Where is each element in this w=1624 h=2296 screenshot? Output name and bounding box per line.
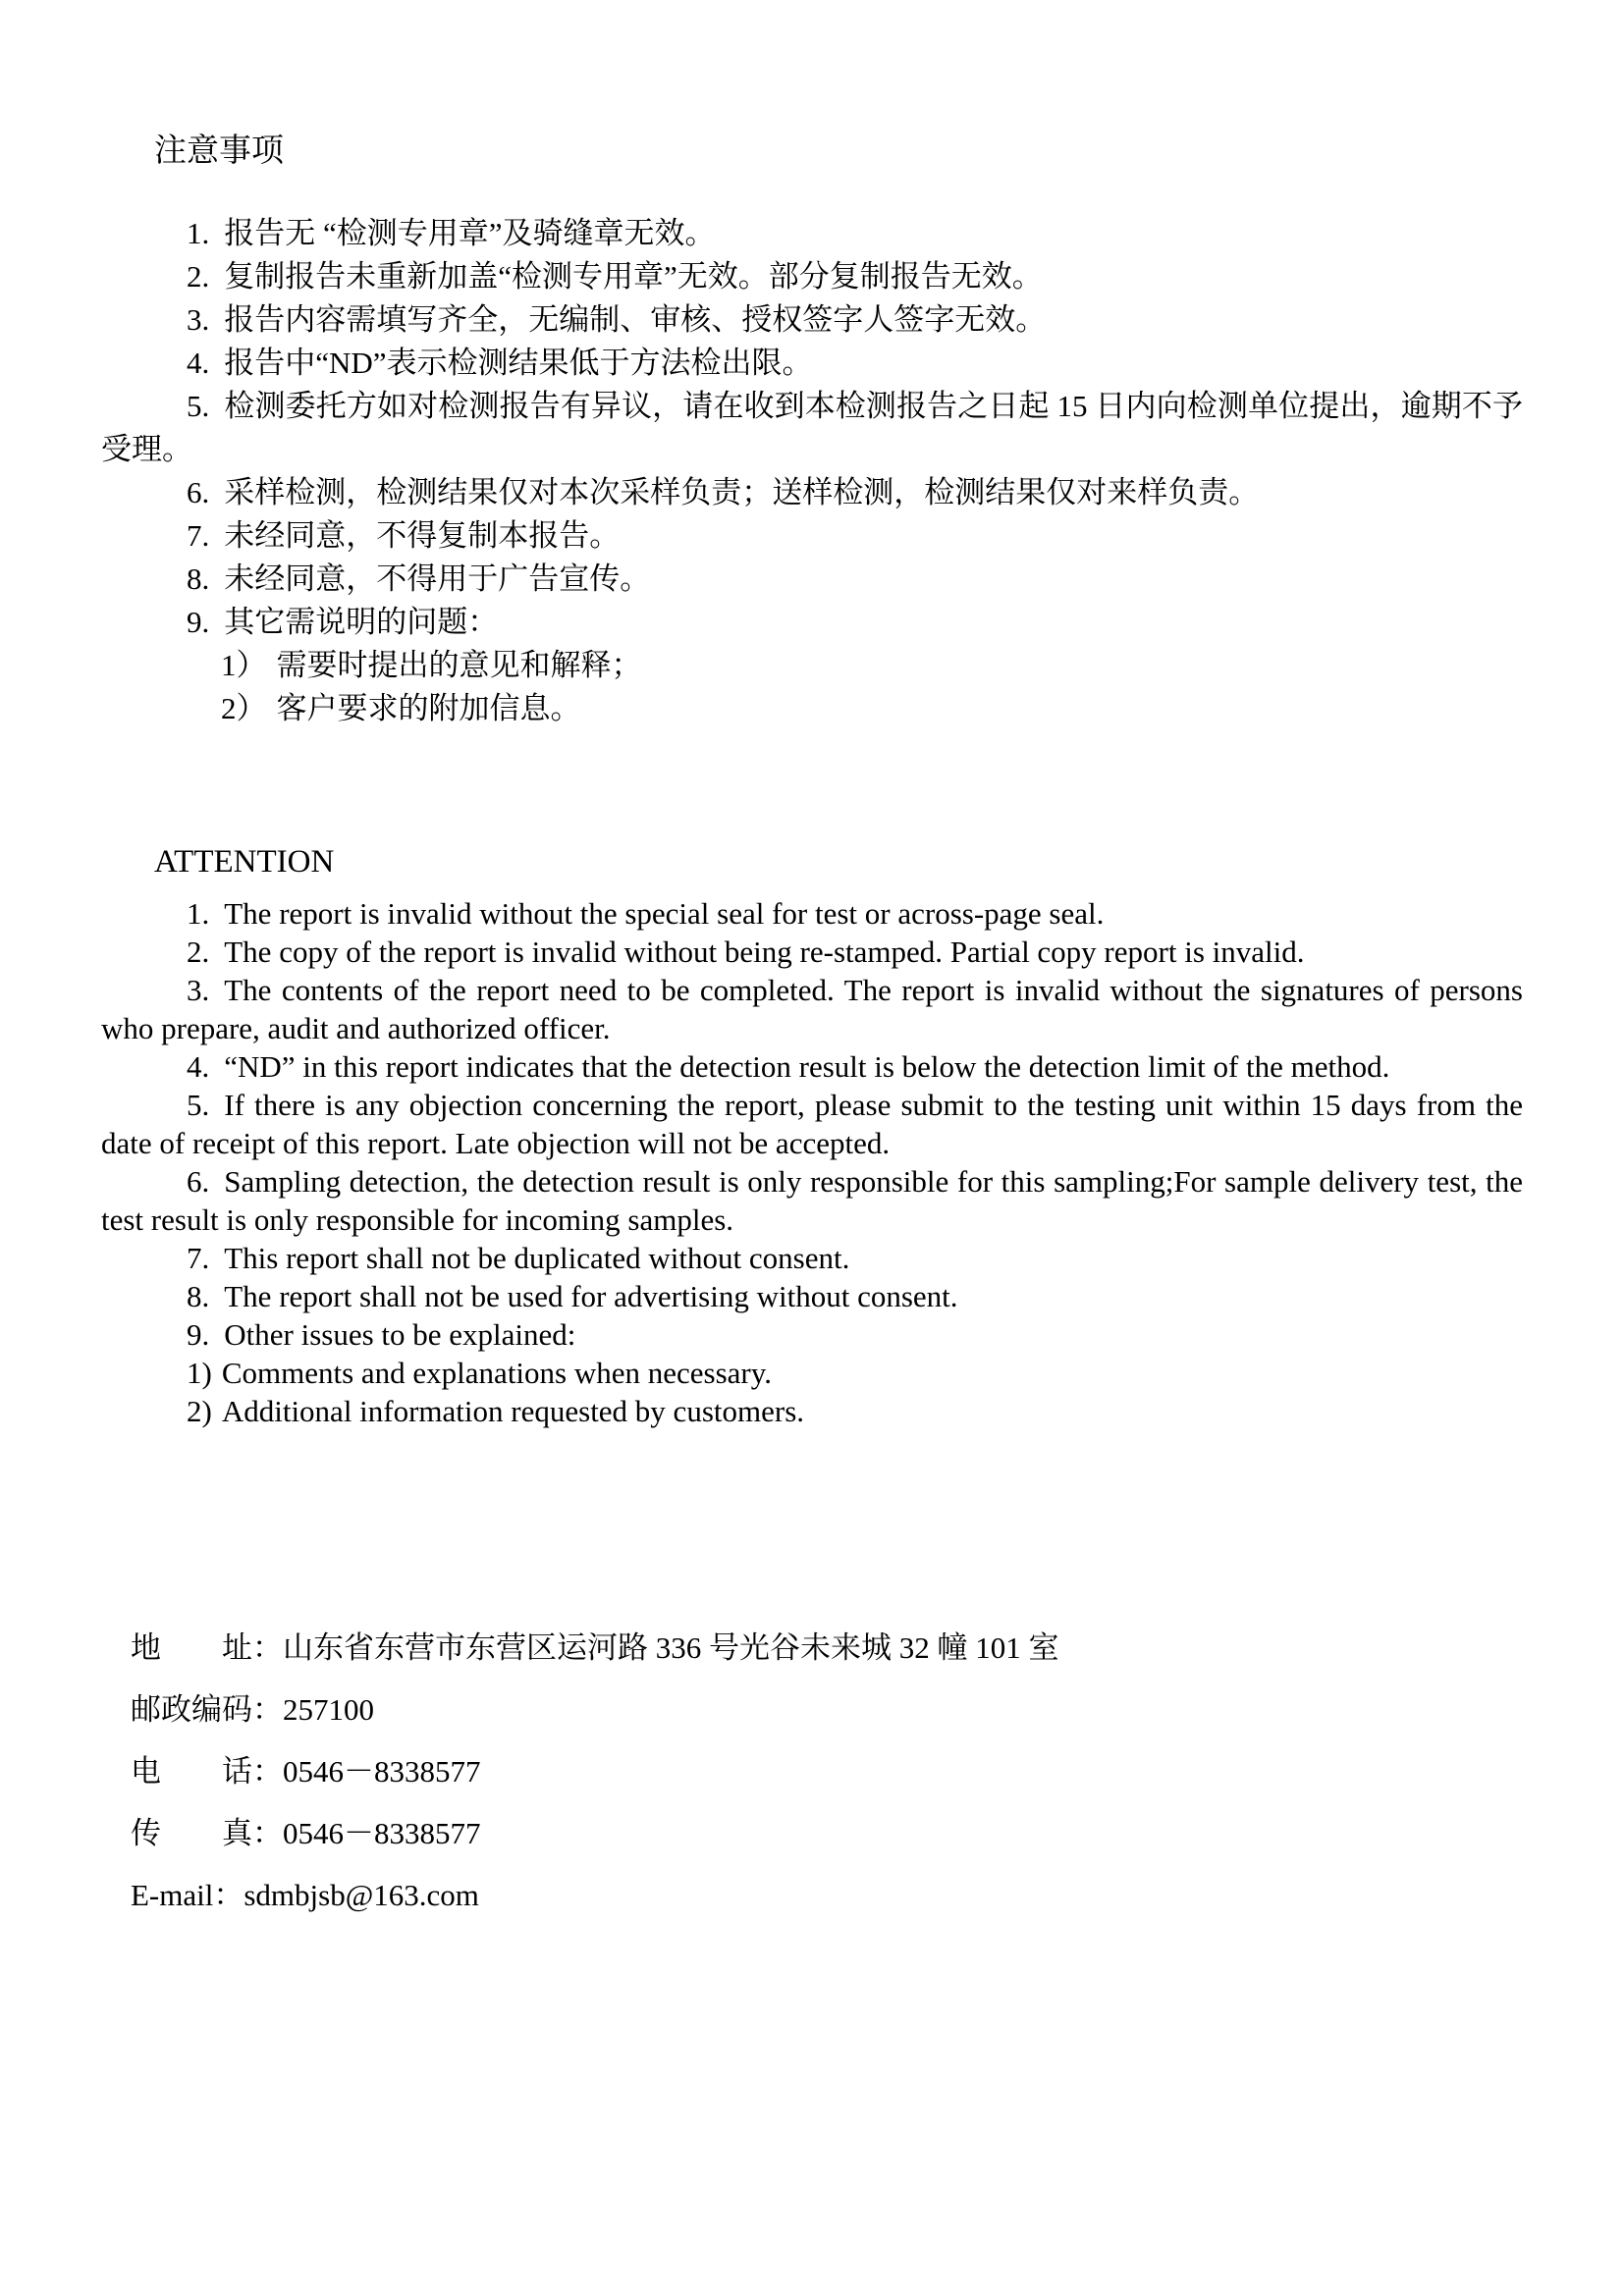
item-text: The copy of the report is invalid without being re-stamped. Partial copy report is invalid.	[224, 934, 1305, 969]
item-number: 8.	[187, 1279, 210, 1313]
notice-en-item	[101, 1315, 1523, 1354]
item-text: Comments and explanations when necessary.	[221, 1356, 772, 1390]
item-text: The report is invalid without the special seal for test or across-page seal.	[224, 896, 1105, 931]
item-number: 1）	[221, 648, 267, 682]
item-number: 4.	[187, 346, 210, 380]
notice-en-item	[101, 1086, 1523, 1162]
contact-label: 电 话：	[131, 1754, 283, 1789]
item-number: 9.	[187, 1317, 210, 1352]
item-number: 1)	[187, 1356, 212, 1390]
notice-zh-item	[101, 212, 1523, 255]
item-text: 客户要求的附加信息。	[276, 691, 581, 725]
notice-zh-item	[101, 471, 1523, 514]
item-text: Sampling detection, the detection result is only responsible for this sampling;For sample delivery test, the test result is only responsible for incoming samples.	[101, 1164, 1523, 1237]
item-number: 2.	[187, 259, 210, 294]
item-number: 2)	[187, 1394, 212, 1428]
item-number: 7.	[187, 1241, 210, 1275]
contact-value: 山东省东营市东营区运河路 336 号光谷未来城 32 幢 101 室	[283, 1630, 1059, 1665]
item-text: 未经同意，不得用于广告宣传。	[224, 561, 651, 596]
item-number: 5.	[187, 389, 210, 423]
notice-zh-subitem	[101, 687, 1523, 730]
item-number: 2.	[187, 934, 210, 969]
notice-zh-item	[101, 558, 1523, 601]
contact-row-email	[131, 1874, 1523, 1917]
item-number: 1.	[187, 896, 210, 931]
notice-en-item	[101, 933, 1523, 971]
notice-en-item	[101, 971, 1523, 1047]
item-text: 报告内容需填写齐全，无编制、审核、授权签字人签字无效。	[224, 302, 1047, 337]
item-text: Other issues to be explained:	[224, 1317, 576, 1352]
notice-en-item	[101, 1239, 1523, 1277]
item-text: “ND” in this report indicates that the detection result is below the detection limit of the method.	[224, 1049, 1390, 1084]
contact-row-address	[131, 1627, 1523, 1670]
notice-en-list	[101, 894, 1523, 1430]
item-text: 复制报告未重新加盖“检测专用章”无效。部分复制报告无效。	[224, 259, 1043, 294]
notice-en-item	[101, 894, 1523, 933]
notice-en-title: ATTENTION	[154, 844, 335, 880]
item-number: 6.	[187, 1164, 210, 1199]
contact-value: 0546－8338577	[283, 1754, 481, 1789]
item-number: 1.	[187, 216, 210, 250]
item-text: The contents of the report need to be completed. The report is invalid without the signatures of persons who prepare, audit and authorized officer.	[101, 973, 1523, 1045]
item-text: The report shall not be used for advertising without consent.	[224, 1279, 958, 1313]
contact-label: 邮政编码：	[131, 1692, 283, 1727]
item-text: 需要时提出的意见和解释；	[276, 648, 642, 682]
item-text: 检测委托方如对检测报告有异议，请在收到本检测报告之日起 15 日内向检测单位提出，逾期不予受理。	[101, 389, 1523, 466]
item-text: 其它需说明的问题：	[224, 605, 499, 639]
item-text: This report shall not be duplicated without consent.	[224, 1241, 850, 1275]
notice-en-item	[101, 1162, 1523, 1239]
item-number: 8.	[187, 561, 210, 596]
notice-zh-title: 注意事项	[154, 133, 284, 169]
notice-zh-item	[101, 342, 1523, 385]
contact-row-fax	[131, 1812, 1523, 1855]
notice-en-item	[101, 1047, 1523, 1086]
notice-zh-item	[101, 601, 1523, 644]
notice-zh-list	[101, 212, 1523, 730]
notice-zh-item	[101, 514, 1523, 558]
item-number: 9.	[187, 605, 210, 639]
contact-row-postcode	[131, 1688, 1523, 1732]
item-number: 7.	[187, 518, 210, 553]
contact-label: 地 址：	[131, 1630, 283, 1665]
item-number: 5.	[187, 1088, 210, 1122]
notice-zh-item	[101, 385, 1523, 471]
notice-zh-item	[101, 298, 1523, 342]
contact-value: sdmbjsb@163.com	[244, 1878, 479, 1912]
notice-zh-subitem	[101, 644, 1523, 687]
item-text: 未经同意，不得复制本报告。	[224, 518, 621, 553]
item-number: 6.	[187, 475, 210, 509]
notice-zh-item	[101, 255, 1523, 298]
contact-label: 传 真：	[131, 1816, 283, 1850]
item-text: 采样检测，检测结果仅对本次采样负责；送样检测，检测结果仅对来样负责。	[224, 475, 1260, 509]
contact-row-phone	[131, 1750, 1523, 1793]
contact-block	[131, 1627, 1523, 1917]
contact-value: 0546－8338577	[283, 1816, 481, 1850]
item-text: Additional information requested by customers.	[221, 1394, 805, 1428]
item-number: 3.	[187, 973, 210, 1007]
notice-en-item	[101, 1277, 1523, 1315]
item-number: 4.	[187, 1049, 210, 1084]
item-text: 报告中“ND”表示检测结果低于方法检出限。	[224, 346, 813, 380]
contact-value: 257100	[283, 1692, 374, 1727]
item-text: If there is any objection concerning the report, please submit to the testing unit within 15 days from the date of receipt of this report. Late objection will not be accepted.	[101, 1088, 1523, 1160]
item-number: 2）	[221, 691, 267, 725]
notice-en-subitem	[101, 1354, 1523, 1392]
item-number: 3.	[187, 302, 210, 337]
notice-en-subitem	[101, 1392, 1523, 1430]
item-text: 报告无 “检测专用章”及骑缝章无效。	[224, 216, 716, 250]
contact-label: E-mail：	[131, 1878, 244, 1912]
